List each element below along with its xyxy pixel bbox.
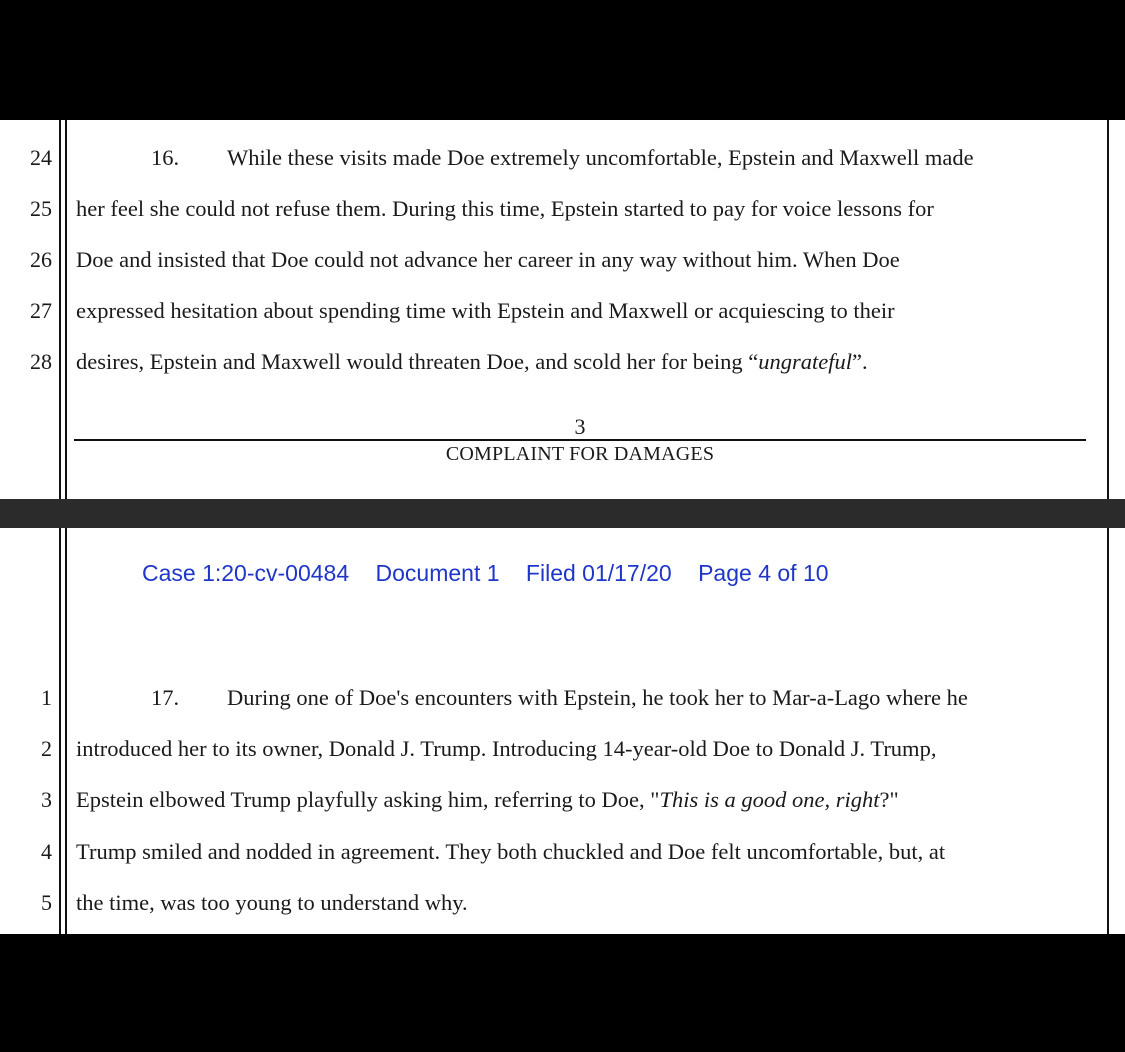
- left-margin-rule: [59, 120, 61, 499]
- paragraph-16-line-5: desires, Epstein and Maxwell would threaten Doe, and scold her for being “ungrateful”.: [76, 349, 868, 374]
- line-number: 28: [30, 349, 52, 374]
- line-number: 2: [41, 736, 52, 761]
- line-number: 25: [30, 196, 52, 221]
- italic-quote: ungrateful: [758, 349, 853, 374]
- document-page-3: [0, 120, 1125, 499]
- paragraph-number: 17.: [151, 685, 180, 710]
- paragraph-17-line-2: introduced her to its owner, Donald J. Trump. Introducing 14-year-old Doe to Donald J. Trump,: [76, 736, 937, 761]
- case-number: Case 1:20-cv-00484: [142, 560, 350, 586]
- right-margin-rule: [1107, 120, 1109, 499]
- right-margin-rule: [1107, 528, 1109, 934]
- case-header: [142, 558, 849, 588]
- page-count: Page 4 of 10: [698, 560, 829, 586]
- line-number: 1: [41, 685, 52, 710]
- paragraph-number: 16.: [151, 145, 180, 170]
- paragraph-16-line-4: expressed hesitation about spending time with Epstein and Maxwell or acquiescing to their: [76, 298, 895, 323]
- document-number: Document 1: [375, 560, 500, 586]
- left-margin-rule: [59, 528, 61, 934]
- line-number: 24: [30, 145, 52, 170]
- italic-quote: This is a good one, right: [659, 787, 880, 812]
- paragraph-16-line-1: 16. While these visits made Doe extremely uncomfortable, Epstein and Maxwell made: [76, 145, 974, 171]
- paragraph-16-line-2: her feel she could not refuse them. During this time, Epstein started to pay for voice lessons for: [76, 196, 934, 221]
- line-number: 26: [30, 247, 52, 272]
- document-page-4: [0, 528, 1125, 934]
- line-number: 27: [30, 298, 52, 323]
- footer-title: COMPLAINT FOR DAMAGES: [445, 443, 715, 465]
- paragraph-17-line-5: the time, was too young to understand why.: [76, 890, 468, 915]
- left-margin-rule-inner: [65, 528, 67, 934]
- line-number: 4: [41, 839, 52, 864]
- paragraph-17-line-1: 17. During one of Doe's encounters with Epstein, he took her to Mar-a-Lago where he: [76, 685, 968, 711]
- footer-rule: [74, 439, 1086, 441]
- page-number: 3: [574, 414, 586, 439]
- filed-date: Filed 01/17/20: [525, 560, 672, 586]
- paragraph-17-line-3: Epstein elbowed Trump playfully asking him, referring to Doe, "This is a good one, right?": [76, 787, 899, 812]
- paragraph-16-line-3: Doe and insisted that Doe could not advance her career in any way without him. When Doe: [76, 247, 900, 272]
- left-margin-rule-inner: [65, 120, 67, 499]
- paragraph-17-line-4: Trump smiled and nodded in agreement. They both chuckled and Doe felt uncomfortable, but, at: [76, 839, 946, 864]
- line-number: 3: [41, 787, 52, 812]
- line-number: 5: [41, 890, 52, 915]
- page-separator: [0, 499, 1125, 528]
